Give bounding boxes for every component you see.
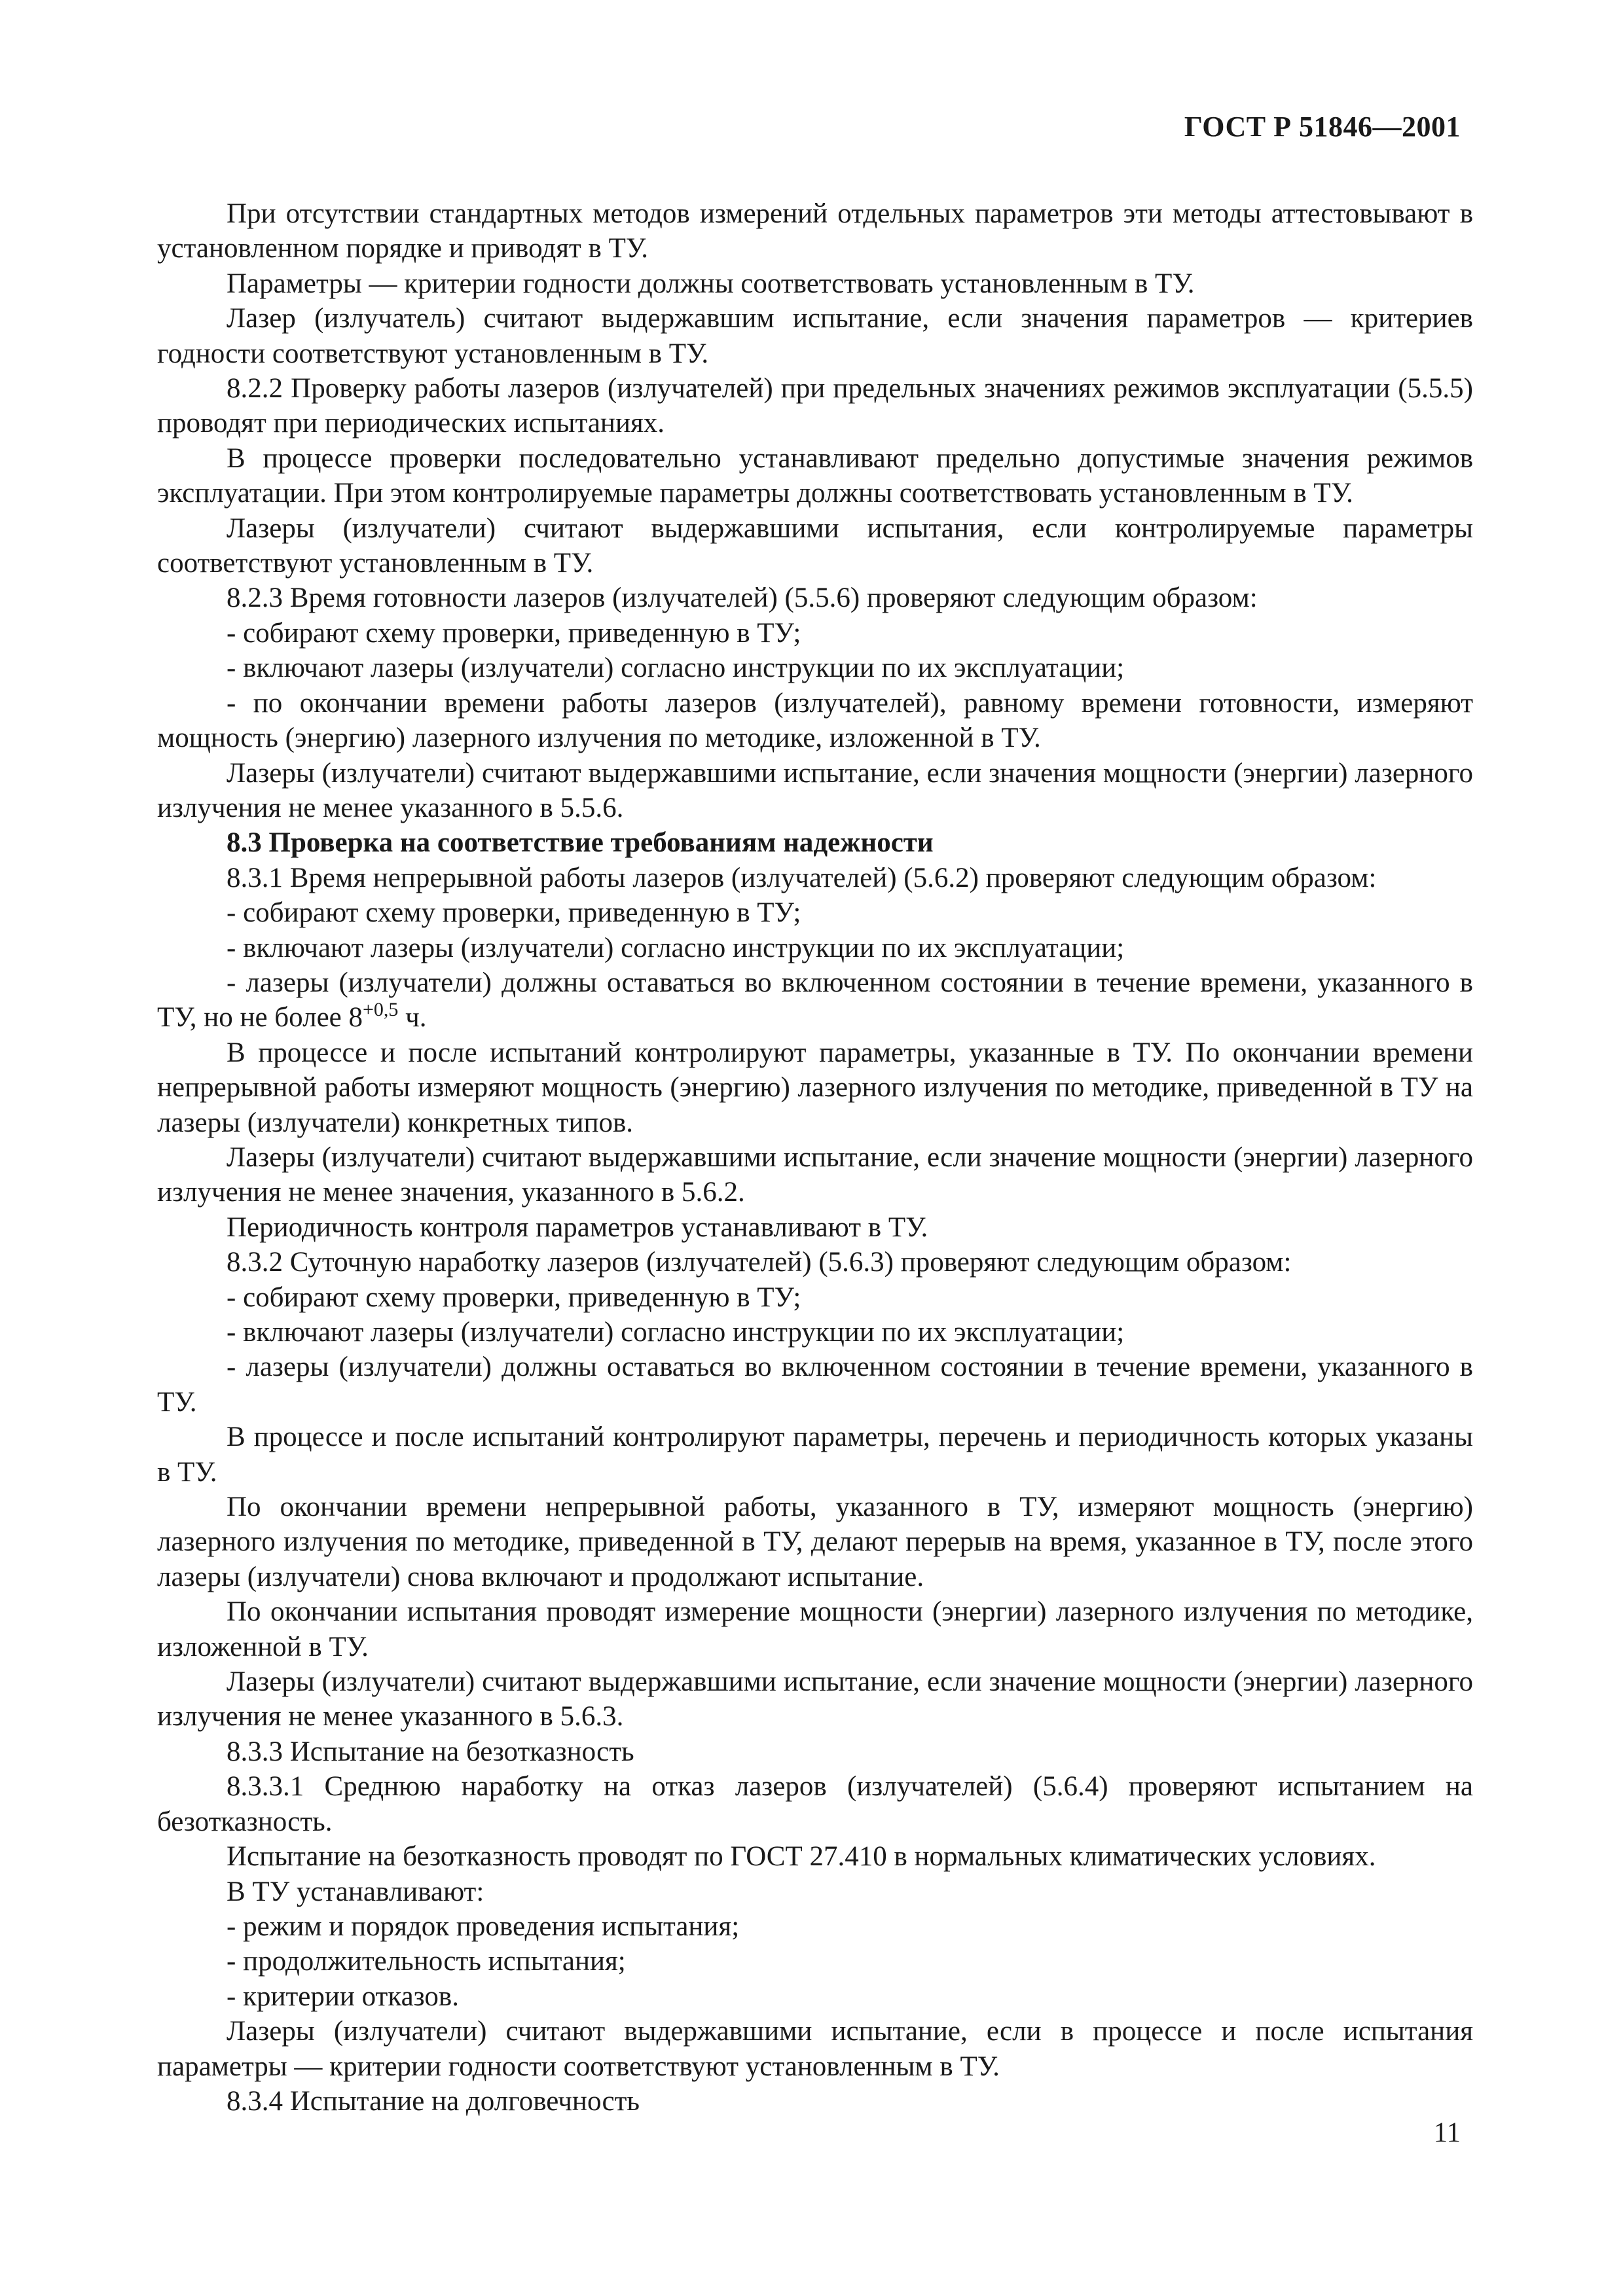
clause-8-3-1: 8.3.1 Время непрерывной работы лазеров (излучателей) (5.6.2) проверяют следующим образом: xyxy=(227,862,1377,893)
list-item: - собирают схему проверки, приведенную в ТУ; xyxy=(227,617,801,649)
duration-superscript: +0,5 xyxy=(363,999,399,1021)
list-item: - включают лазеры (излучатели) согласно инструкции по их эксплуатации; xyxy=(227,653,1125,684)
paragraph: В процессе и после испытаний контролируют параметры, указанные в ТУ. По окончании времени непрерывной работы измеряют мощность (энергию) лазерного излучения по методике, приведенной в ТУ на лазеры (излучатели) конкретных типов. xyxy=(157,1037,1473,1138)
clause-8-3-3-1: 8.3.3.1 Среднюю наработку на отказ лазеров (излучателей) (5.6.4) проверяют испытанием на безотказность. xyxy=(157,1771,1473,1837)
clause-8-3-2: 8.3.2 Суточную наработку лазеров (излучателей) (5.6.3) проверяют следующим образом: xyxy=(227,1247,1292,1278)
document-body xyxy=(157,196,1473,2119)
section-title: 8.3 Проверка на соответствие требованиям надежности xyxy=(227,827,934,859)
paragraph: По окончании испытания проводят измерение мощности (энергии) лазерного излучения по методике, изложенной в ТУ. xyxy=(157,1596,1473,1662)
duration-unit: ч. xyxy=(398,1002,427,1033)
clause-8-2-3: 8.2.3 Время готовности лазеров (излучателей) (5.5.6) проверяют следующим образом: xyxy=(227,583,1258,614)
paragraph: В процессе проверки последовательно устанавливают предельно допустимые значения режимов эксплуатации. При этом контролируемые параметры должны соответствовать установленным в ТУ. xyxy=(157,442,1473,509)
duration-list-item xyxy=(157,965,1473,1035)
list-item: - включают лазеры (излучатели) согласно инструкции по их эксплуатации; xyxy=(227,1317,1125,1348)
page-number: 11 xyxy=(1433,2117,1461,2148)
list-item: - продолжительность испытания; xyxy=(227,1946,626,1977)
standard-header: ГОСТ Р 51846—2001 xyxy=(1184,111,1461,143)
paragraph: В процессе и после испытаний контролируют параметры, перечень и периодичность которых указаны в ТУ. xyxy=(157,1422,1473,1488)
paragraph: Периодичность контроля параметров устанавливают в ТУ. xyxy=(227,1211,928,1243)
paragraph: Лазеры (излучатели) считают выдержавшими испытание, если значение мощности (энергии) лазерного излучения не менее значения, указанного в 5.6.2. xyxy=(157,1141,1473,1208)
paragraph: Лазеры (излучатели) считают выдержавшими испытание, если значение мощности (энергии) лазерного излучения не менее указанного в 5.6.3. xyxy=(157,1666,1473,1732)
list-item: - критерии отказов. xyxy=(227,1981,459,2012)
paragraph: Лазер (излучатель) считают выдержавшим испытание, если значения параметров — критериев годности соответствуют установленным в ТУ. xyxy=(157,303,1473,369)
duration-text: - лазеры (излучатели) должны оставаться во включенном состоянии в течение времени, указанного в ТУ, но не более 8 xyxy=(157,967,1473,1033)
clause-8-3-3: 8.3.3 Испытание на безотказность xyxy=(227,1736,634,1767)
clause-8-2-2: 8.2.2 Проверку работы лазеров (излучателей) при предельных значениях режимов эксплуатации (5.5.5) проводят при периодических испытаниях. xyxy=(157,373,1473,439)
list-item: - собирают схему проверки, приведенную в ТУ; xyxy=(227,1282,801,1313)
list-item: - лазеры (излучатели) должны оставаться во включенном состоянии в течение времени, указанного в ТУ. xyxy=(157,1352,1473,1418)
list-item: - по окончании времени работы лазеров (излучателей), равному времени готовности, измеряют мощность (энергию) лазерного излучения по методике, изложенной в ТУ. xyxy=(157,687,1473,754)
paragraph: Испытание на безотказность проводят по ГОСТ 27.410 в нормальных климатических условиях. xyxy=(227,1841,1376,1873)
paragraph: При отсутствии стандартных методов измерений отдельных параметров эти методы аттестовывают в установленном порядке и приводят в ТУ. xyxy=(157,198,1473,264)
clause-8-3-4: 8.3.4 Испытание на долговечность xyxy=(227,2085,640,2117)
paragraph: Лазеры (излучатели) считают выдержавшими испытания, если контролируемые параметры соответствуют установленным в ТУ. xyxy=(157,512,1473,579)
list-item: - собирают схему проверки, приведенную в ТУ; xyxy=(227,897,801,929)
paragraph: В ТУ устанавливают: xyxy=(227,1876,484,1907)
list-item: - включают лазеры (излучатели) согласно инструкции по их эксплуатации; xyxy=(227,932,1125,963)
paragraph: Лазеры (излучатели) считают выдержавшими испытание, если в процессе и после испытания параметры — критерии годности соответствуют установленным в ТУ. xyxy=(157,2016,1473,2082)
paragraph: По окончании времени непрерывной работы, указанного в ТУ, измеряют мощность (энергию) лазерного излучения по методике, приведенной в ТУ, делают перерыв на время, указанное в ТУ, после этого лазеры (излучатели) снова включают и продолжают испытание. xyxy=(157,1492,1473,1592)
paragraph: Параметры — критерии годности должны соответствовать установленным в ТУ. xyxy=(227,268,1195,299)
list-item: - режим и порядок проведения испытания; xyxy=(227,1910,740,1942)
paragraph: Лазеры (излучатели) считают выдержавшими испытание, если значения мощности (энергии) лазерного излучения не менее указанного в 5.5.6. xyxy=(157,757,1473,823)
